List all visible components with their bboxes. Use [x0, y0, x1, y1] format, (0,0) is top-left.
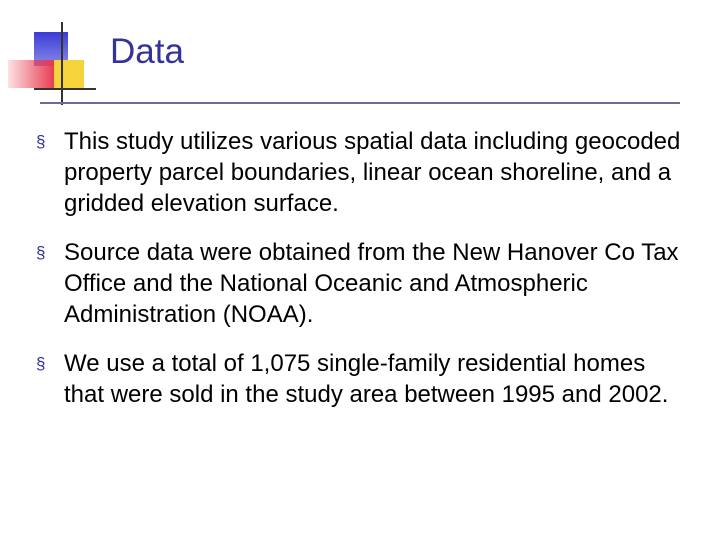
decorative-squares-logo [0, 0, 110, 110]
bullet-text: We use a total of 1,075 single-family residential homes that were sold in the study area between 1995 and 2002. [64, 350, 669, 408]
bullet-text: This study utilizes various spatial data including geocoded property parcel boundaries, linear ocean shoreline, and a gridded elevation surface. [64, 128, 681, 217]
bullet-marker-icon: § [36, 243, 46, 262]
logo-yellow-square [54, 60, 84, 90]
logo-red-band [8, 60, 56, 88]
slide-title: Data [110, 32, 184, 71]
bullet-marker-icon: § [36, 132, 46, 151]
bullet-item-source-data [36, 237, 686, 330]
title-divider [40, 102, 680, 104]
bullet-list [36, 126, 686, 428]
bullet-item-spatial-data [36, 126, 686, 219]
bullet-text: Source data were obtained from the New Hanover Co Tax Office and the National Oceanic and Atmospheric Administration (NOAA). [64, 239, 679, 328]
bullet-item-sample-size [36, 348, 686, 410]
bullet-marker-icon: § [36, 354, 46, 373]
